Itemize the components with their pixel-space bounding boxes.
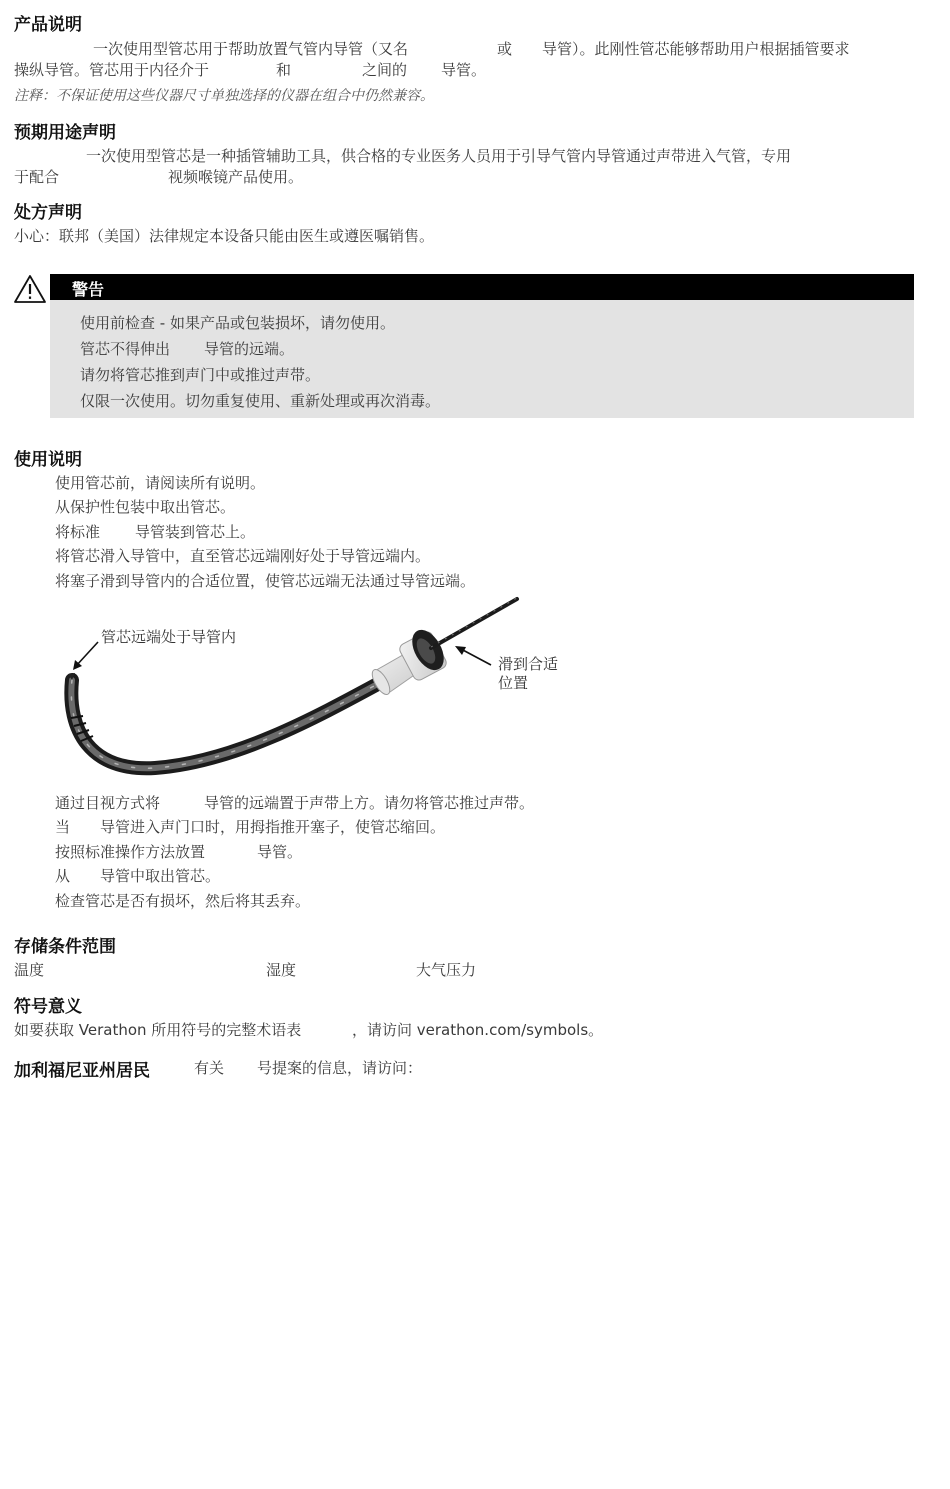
callout-arrow-slide (453, 644, 493, 668)
product-description-line1-a: 一次使用型管芯用于帮助放置气管内导管（又名 (93, 40, 409, 58)
instruction-step: 导管中取出管芯。 (100, 867, 221, 885)
storage-heading: 存储条件范围 (14, 937, 116, 957)
intended-use-line2-a: 于配合 (14, 168, 60, 186)
symbols-heading: 符号意义 (14, 997, 82, 1017)
warning-icon (13, 274, 47, 304)
callout-tip-label: 管芯远端处于导管内 (101, 628, 237, 646)
product-description-note: 注释：不保证使用这些仪器尺寸单独选择的仪器在组合中仍然兼容。 (14, 88, 434, 104)
california-text-b: 号提案的信息，请访问： (257, 1059, 423, 1077)
instructions-heading: 使用说明 (14, 450, 82, 470)
warning-item: 管芯不得伸出 (80, 340, 171, 358)
callout-slide-label-2: 位置 (498, 674, 529, 692)
product-description-line2-b: 和 (276, 61, 292, 79)
prescription-heading: 处方声明 (14, 203, 82, 223)
product-description-line1-b: 或 (497, 40, 513, 58)
instruction-step: 导管的远端置于声带上方。请勿将管芯推过声带。 (204, 794, 535, 812)
product-description-heading: 产品说明 (14, 15, 82, 35)
symbols-text-a: 如要获取 Verathon 所用符号的完整术语表 (14, 1021, 302, 1039)
prescription-text: 小心：联邦（美国）法律规定本设备只能由医生或遵医嘱销售。 (14, 227, 435, 245)
product-description-line2-a: 操纵导管。管芯用于内径介于 (14, 61, 210, 79)
instruction-step: 按照标准操作方法放置 (55, 843, 206, 861)
instruction-step: 当 (55, 818, 71, 836)
warning-item: 请勿将管芯推到声门中或推过声带。 (80, 366, 321, 384)
instruction-step: 从 (55, 867, 71, 885)
warning-item: 导管的远端。 (204, 340, 295, 358)
storage-temperature-label: 温度 (14, 961, 45, 979)
callout-arrow-tip (70, 640, 102, 672)
instruction-step: 导管装到管芯上。 (135, 523, 256, 541)
instruction-step: 使用管芯前，请阅读所有说明。 (55, 474, 266, 492)
warning-title-bar (50, 274, 914, 300)
product-description-line2-c: 之间的 (362, 61, 408, 79)
warning-item: 仅限一次使用。切勿重复使用、重新处理或再次消毒。 (80, 392, 441, 410)
product-description-line2-d: 导管。 (441, 61, 487, 79)
california-heading: 加利福尼亚州居民 (14, 1061, 150, 1081)
symbols-text-b: ，请访问 verathon.com/symbols。 (352, 1021, 604, 1039)
intended-use-heading: 预期用途声明 (14, 123, 116, 143)
instruction-step: 导管。 (257, 843, 303, 861)
instruction-step: 通过目视方式将 (55, 794, 161, 812)
instruction-step: 检查管芯是否有损坏，然后将其丢弃。 (55, 892, 311, 910)
callout-slide-label-1: 滑到合适 (498, 655, 559, 673)
instruction-step: 从保护性包装中取出管芯。 (55, 498, 236, 516)
product-description-line1-c: 导管）。此刚性管芯能够帮助用户根据插管要求 (542, 40, 850, 58)
warning-title: 警告 (72, 280, 105, 299)
california-text-a: 有关 (194, 1059, 225, 1077)
intended-use-line1: 一次使用型管芯是一种插管辅助工具，供合格的专业医务人员用于引导气管内导管通过声带进入气管，专用 (86, 147, 792, 165)
stylet-illustration (55, 590, 535, 780)
instruction-step: 将管芯滑入导管中，直至管芯远端刚好处于导管远端内。 (55, 547, 431, 565)
instruction-step: 导管进入声门口时，用拇指推开塞子，使管芯缩回。 (100, 818, 446, 836)
instruction-step: 将塞子滑到导管内的合适位置，使管芯远端无法通过导管远端。 (55, 572, 476, 590)
warning-item: 使用前检查 - 如果产品或包装损坏，请勿使用。 (80, 314, 395, 332)
storage-humidity-label: 湿度 (266, 961, 297, 979)
intended-use-line2-b: 视频喉镜产品使用。 (168, 168, 304, 186)
storage-pressure-label: 大气压力 (416, 961, 477, 979)
instruction-step: 将标准 (55, 523, 101, 541)
